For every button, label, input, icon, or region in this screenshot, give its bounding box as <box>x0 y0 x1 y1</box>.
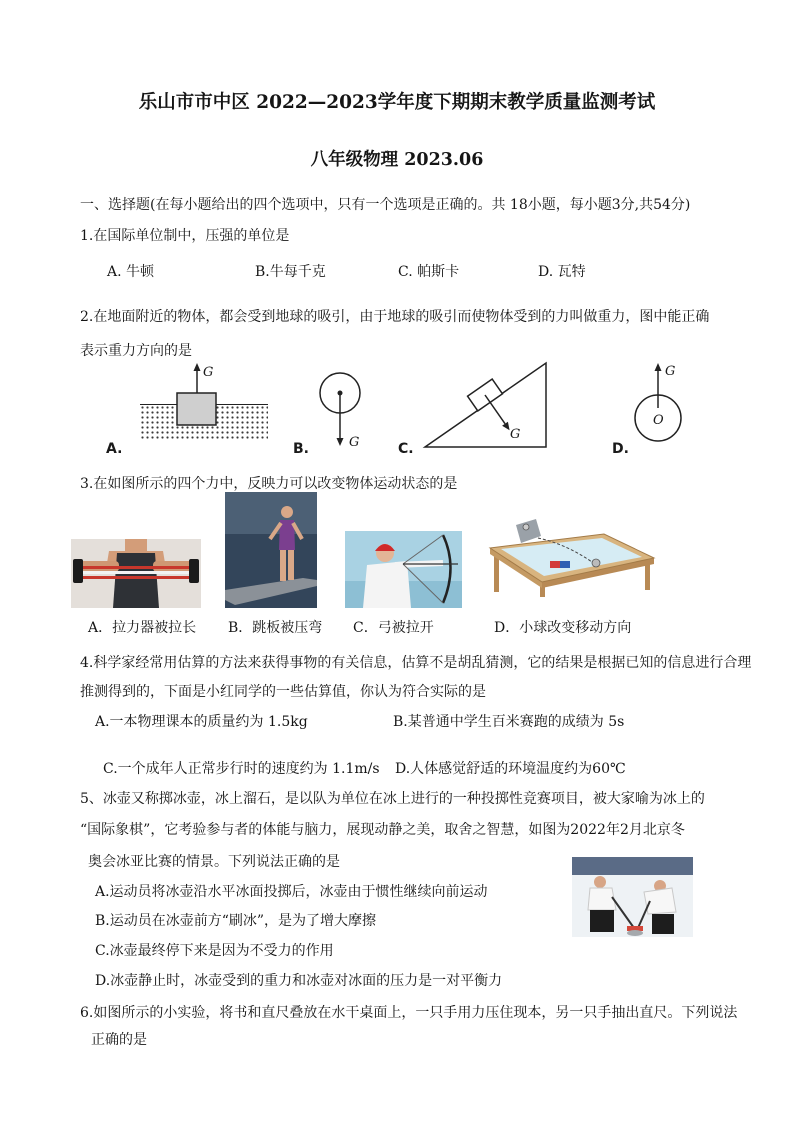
archer-photo <box>345 531 462 608</box>
q5-option-a: A.运动员将冰壶沿水平冰面投掷后，冰壶由于惯性继续向前运动 <box>95 884 488 900</box>
q3-caption-a: A．拉力器被拉长 <box>88 620 197 636</box>
q5-option-c: C.冰壶最终停下来是因为不受力的作用 <box>95 943 334 959</box>
table-ball-magnet-figure <box>486 516 656 598</box>
q4-option-b: B.某普通中学生百米赛跑的成绩为 5s <box>393 714 625 730</box>
diver-right-leg <box>288 550 294 580</box>
expander-left-handle <box>73 559 83 583</box>
archer-jacket <box>363 561 411 608</box>
curling-stands <box>572 857 693 875</box>
curling-photo <box>572 857 693 937</box>
diver-left-leg <box>280 550 286 581</box>
diver-head <box>281 506 293 518</box>
force-label-a: G <box>203 365 214 380</box>
q4-stem-line-2: 推测得到的，下面是小红同学的一些估算值，你认为符合实际的是 <box>80 684 486 700</box>
moving-ball <box>592 559 600 567</box>
springboard-diver-photo <box>225 492 317 608</box>
q5-option-d: D.冰壶静止时，冰壶受到的重力和冰壶对冰面的压力是一对平衡力 <box>95 973 503 989</box>
q1-stem: 1.在国际单位制中，压强的单位是 <box>80 228 290 244</box>
q3-caption-d: D．小球改变移动方向 <box>494 620 632 636</box>
q5-option-b: B.运动员在冰壶前方“刷冰”，是为了增大摩擦 <box>95 913 377 929</box>
gravity-arrowhead-b <box>337 438 344 446</box>
force-label-b: G <box>349 435 360 450</box>
q3-stem: 3.在如图所示的四个力中，反映力可以改变物体运动状态的是 <box>80 476 458 492</box>
curler-left-head <box>594 876 606 888</box>
figure-label-d: D. <box>612 441 629 457</box>
section-heading: 一、选择题(在每小题给出的四个选项中，只有一个选项是正确的。共 18小题，每小题3分,共54分) <box>80 197 691 213</box>
force-label-c: G <box>510 427 521 442</box>
exam-title: 乐山市市中区 2022—2023学年度下期期末教学质量监测考试 <box>138 92 656 113</box>
q1-option-d: D. 瓦特 <box>538 264 586 280</box>
curler-right-pants <box>652 914 674 934</box>
q6-stem-line-2: 正确的是 <box>91 1032 147 1048</box>
q5-stem-line-1: 5、冰壶又称掷冰壶，冰上溜石，是以队为单位在冰上进行的一种投掷性竞赛项目，被大家喻为冰上的 <box>80 791 705 807</box>
q1-option-b: B.牛每千克 <box>255 264 326 280</box>
q3-caption-b: B．跳板被压弯 <box>228 620 323 636</box>
gravity-arrowhead-a <box>194 363 201 371</box>
figure-label-b: B. <box>293 441 309 457</box>
q1-option-c: C. 帕斯卡 <box>398 264 460 280</box>
expander-spring-bottom <box>83 576 189 579</box>
diver-photo-upper-background <box>225 492 317 534</box>
expander-spring-middle <box>83 571 189 574</box>
center-label-d: O <box>653 413 664 428</box>
q1-option-a: A. 牛顿 <box>107 264 155 280</box>
block-a <box>177 393 216 425</box>
expander-photo <box>71 539 201 608</box>
curler-right-jacket <box>644 888 676 914</box>
q4-stem-line-1: 4.科学家经常用估算的方法来获得事物的有关信息，估算不是胡乱猜测，它的结果是根据已知的信息进行合理 <box>80 655 752 671</box>
q5-stem-line-2: “国际象棋”，它考验参与者的体能与脑力，展现动静之美，取舍之智慧，如图为2022年2月北京冬 <box>80 822 685 838</box>
q2-stem-line-2: 表示重力方向的是 <box>80 343 192 359</box>
expander-man-neck <box>125 539 147 553</box>
gravity-direction-figures <box>100 358 700 458</box>
magnet-blue-pole <box>560 561 570 568</box>
q4-option-c: C.一个成年人正常步行时的速度约为 1.1m/s <box>103 761 380 777</box>
exam-subtitle: 八年级物理 2023.06 <box>310 150 484 170</box>
figure-label-a: A. <box>106 441 123 457</box>
q6-stem-line-1: 6.如图所示的小实验，将书和直尺叠放在水干桌面上，一只手用力压住现本，另一只手抽出直尺。下列说法 <box>80 1005 738 1021</box>
figure-label-c: C. <box>398 441 414 457</box>
magnet-red-pole <box>550 561 560 568</box>
q4-option-d: D.人体感觉舒适的环境温度约为60℃ <box>395 761 626 777</box>
gravity-arrowhead-c <box>502 422 510 431</box>
expander-spring-top <box>83 566 189 569</box>
q3-caption-c: C．弓被拉开 <box>353 620 434 636</box>
curling-stone <box>627 930 643 936</box>
expander-right-handle <box>189 559 199 583</box>
gravity-arrowhead-d <box>655 363 662 371</box>
q5-stem-line-3: 奥会冰亚比赛的情景。下列说法正确的是 <box>88 854 340 870</box>
expander-man-vest <box>113 553 159 608</box>
q2-stem-line-1: 2.在地面附近的物体，都会受到地球的吸引，由于地球的吸引而使物体受到的力叫做重力，图中能正确 <box>80 309 710 325</box>
q4-option-a: A.一本物理课本的质量约为 1.5kg <box>95 714 308 730</box>
force-label-d: G <box>665 364 676 379</box>
ramp-ball <box>523 524 529 530</box>
curler-left-pants <box>590 910 614 932</box>
curler-left-jacket <box>588 888 616 910</box>
